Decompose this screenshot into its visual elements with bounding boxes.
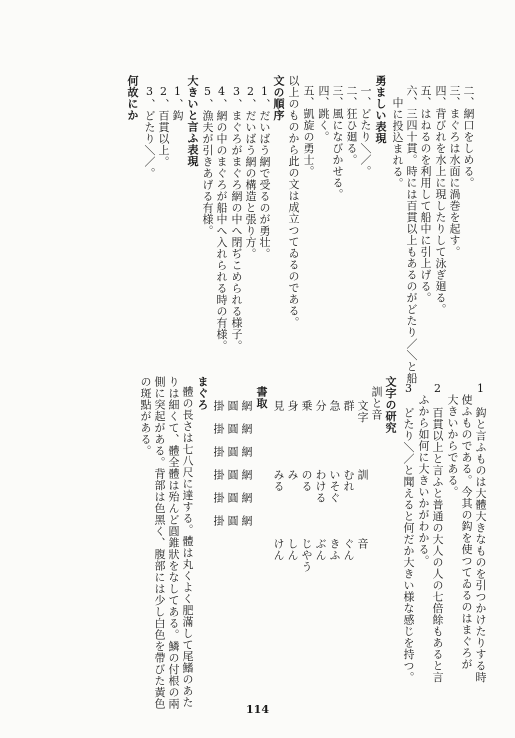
top-line: 3、まぐろがまぐろ網の中へ閉ぢこめられる様子。 <box>230 85 243 352</box>
top-line: 六、三四十貫。時には百貫以上もあるのがどたり／＼と船 <box>405 85 418 384</box>
top-line: 2、百貫以上。 <box>157 85 170 168</box>
top-line: 3、どたり＼／。 <box>143 85 156 179</box>
bottom-line: 體の長さは七八尺に達する。體は丸くよく肥滿して尾鰭のあた <box>181 386 194 708</box>
kanji-table-row: 身 み しん <box>286 400 299 561</box>
top-line: 一、どたり＼／。 <box>359 85 372 177</box>
top-line: 4、網の中のまぐろが船中へ入れられる時の有様。 <box>215 85 228 352</box>
kanji-table-row: 群 むれ ぐん <box>342 400 355 561</box>
kanji-table-header: 文字 訓 音 <box>356 400 369 550</box>
dictation-row: 掛 掛 掛 掛 掛 掛 <box>212 400 225 527</box>
section-heading: まぐろ <box>196 376 209 411</box>
kanji-table-row: 乗 のる じやう <box>300 400 313 573</box>
top-line: 四、背びれを水上に現したりして泳ぎ廻る。 <box>434 85 447 315</box>
top-line: 2、だいばう網の構造と張り方。 <box>244 85 257 260</box>
top-line: 二、狂ひ廻る。 <box>345 85 358 166</box>
kanji-table-row: 急 いそぐ きふ <box>328 400 341 561</box>
section-heading: 文字の研究 <box>384 376 397 434</box>
section-heading: 何故にか <box>126 75 139 121</box>
bottom-line: の斑點がある。 <box>139 376 152 457</box>
bottom-line: ふから如何に大きいかがわかる。 <box>417 394 430 567</box>
top-line: 1、鈎 <box>171 85 184 122</box>
bottom-line: 2 百貫以上と言ふと普通の大人の人の七倍餘もあると言 <box>431 382 444 683</box>
bottom-line: 1 鈎と言ふものは大體大きなものを引つかけたりする時 <box>474 382 487 683</box>
top-line: 三、まぐろは水面に渦巻を起す。 <box>448 85 461 258</box>
bottom-line: 側に突起がある。背部は色黑く、腹部には少し白色を帶びた黃色 <box>153 376 166 710</box>
section-heading: 勇ましい表現 <box>374 75 387 144</box>
top-line: 二、網口をしめる。 <box>462 85 475 189</box>
top-line: 1、だいばう網で受るのが勇壮。 <box>258 85 271 260</box>
top-line: 三、風になびかせる。 <box>331 85 344 200</box>
dictation-row: 網 網 網 網 網 網 <box>240 400 253 527</box>
top-line: 五、はねるのを利用して船中に引上げる。 <box>419 85 432 304</box>
kanji-table-row: 分 わける ぶん <box>314 400 327 561</box>
bottom-line: 3 どたり＼／と聞えると何だか大きい様な感じを持つ。 <box>402 382 415 683</box>
top-line: 中に投込まれる。 <box>391 97 404 189</box>
section-heading: 文の順序 <box>272 75 285 121</box>
page-number: 114 <box>246 703 269 716</box>
bottom-line: 大きいからである。 <box>446 394 459 498</box>
top-line: 五、凱旋の勇士。 <box>302 85 315 177</box>
top-line: 四、跳く。 <box>317 85 330 143</box>
bottom-line: りは細くて、體全體は殆んど圓錐狀をなしてある。鱗の付根の兩 <box>167 376 180 710</box>
section-heading: 大きいと言ふ表現 <box>186 75 199 167</box>
bottom-line: 使ふものである。今其の鈎を使つてゐるのはまぐろが <box>460 394 473 670</box>
section-heading: 書取 <box>255 386 268 409</box>
kanji-table-row: 見 みる けん <box>272 400 285 561</box>
dictation-row: 圓 圓 圓 圓 圓 圓 <box>226 400 239 527</box>
bottom-line: 訓と音 <box>370 386 383 421</box>
top-line: 以上のものから此の文は成立つてゐるのである。 <box>287 75 300 328</box>
top-line: 5、漁夫が引きあげる有様。 <box>201 85 214 237</box>
